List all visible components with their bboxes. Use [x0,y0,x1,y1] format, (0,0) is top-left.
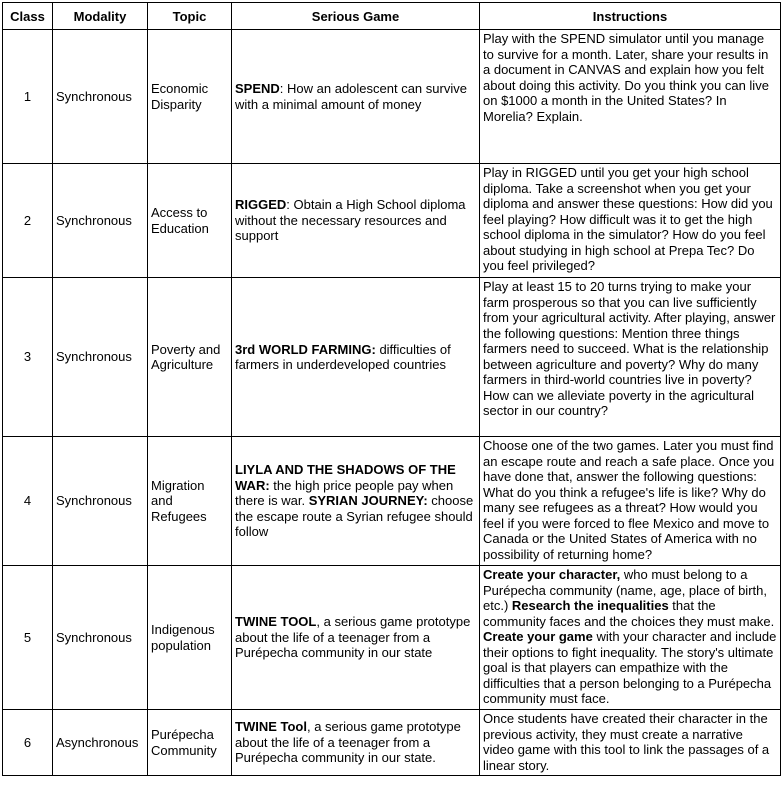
text-segment: who must belong to a Purépecha community (name, age, place of birth, etc.) [483,567,767,613]
header-modality: Modality [53,3,148,30]
topic-cell: Purépecha Community [148,710,232,776]
text-segment: choose the escape route a Syrian refugee should follow [235,493,474,540]
text-segment: Play at least 15 to 20 turns trying to make your farm prosperous so that you can live sufficiently from your agricultural activity. After playing, answer the following questions: Mention three things farmers need to succeed. What is the relationship between agriculture and poverty? Why do many farmers in third-world countries live in poverty? How can we alleviate poverty in the agricultural sector in our country? [483,279,776,418]
topic-cell: Migration and Refugees [148,437,232,566]
class-cell: 1 [3,30,53,164]
instructions-cell [480,437,781,566]
instructions-cell [480,710,781,776]
modality-cell: Synchronous [53,164,148,278]
text-segment: Choose one of the two games. Later you must find an escape route and reach a safe place. Once you have done that, answer the following questions: What do you think a refugee's life is like? Why do many see refugees as a threat? How would you feel if you were forced to flee Mexico and move to Canada or the United States of America with no possibility of returning home? [483,438,775,562]
serious-game-cell [232,30,480,164]
serious-game-cell [232,164,480,278]
text-segment: that the community faces and the choices they must make. [483,598,775,629]
table-row [3,278,781,437]
text-segment: Play in RIGGED until you get your high school diploma. Take a screenshot when you get your diploma and answer these questions: How did you feel playing? How difficult was it to get the high school diploma in the simulator? How do you feel about studying in high school at Prepa Tec? Do you feel privileged? [483,165,773,273]
text-segment: Once students have created their character in the previous activity, they must create a narrative video game with this tool to link the passages of a linear story. [483,711,770,773]
instructions-cell [480,278,781,437]
text-segment: Play with the SPEND simulator until you manage to survive for a month. Later, share your results in a document in CANVAS and explain how you felt about doing this activity. Do you think you can live on $1000 a month in the United States? In Morelia? Explain. [483,31,769,124]
class-cell: 6 [3,710,53,776]
serious-game-cell [232,710,480,776]
table-row [3,30,781,164]
class-cell: 2 [3,164,53,278]
table-row [3,710,781,776]
class-cell: 4 [3,437,53,566]
topic-cell: Poverty and Agriculture [148,278,232,437]
table-row [3,164,781,278]
text-segment: : How an adolescent can survive with a minimal amount of money [235,81,467,112]
bold-text-segment: TWINE TOOL [235,614,317,630]
bold-text-segment: Create your character, [483,567,621,582]
modality-cell: Synchronous [53,566,148,710]
activities-table [2,2,781,776]
header-topic: Topic [148,3,232,30]
modality-cell: Asynchronous [53,710,148,776]
instructions-cell [480,566,781,710]
bold-text-segment: Create your game [483,629,593,644]
topic-cell: Economic Disparity [148,30,232,164]
modality-cell: Synchronous [53,437,148,566]
bold-text-segment: LIYLA AND THE SHADOWS OF THE WAR: [235,462,456,493]
modality-cell: Synchronous [53,278,148,437]
bold-text-segment: Research the inequalities [511,598,669,613]
header-instructions: Instructions [480,3,781,30]
bold-text-segment: SYRIAN JOURNEY: [308,493,428,509]
topic-cell: Access to Education [148,164,232,278]
text-segment: with your character and include their options to fight inequality. The story's ultimate goal is that players can empathize with the difficulties that a person belonging to a Purépecha community must face. [483,629,777,706]
class-cell: 3 [3,278,53,437]
table-row [3,566,781,710]
serious-game-cell [232,566,480,710]
text-segment: difficulties of farmers in underdeveloped countries [235,341,451,372]
bold-text-segment: TWINE Tool [235,719,307,735]
table-row [3,437,781,566]
text-segment: : Obtain a High School diploma without the necessary resources and support [235,197,466,244]
bold-text-segment: SPEND [235,81,280,96]
serious-game-cell [232,437,480,566]
header-class: Class [3,3,53,30]
instructions-cell [480,30,781,164]
text-segment: , a serious game prototype about the life of a teenager from a Purépecha community in our state. [235,719,461,766]
instructions-cell [480,164,781,278]
text-segment: , a serious game prototype about the life of a teenager from a Purépecha community in our state [235,614,471,661]
bold-text-segment: 3rd WORLD FARMING: [235,341,376,357]
topic-cell: Indigenous population [148,566,232,710]
class-cell: 5 [3,566,53,710]
modality-cell: Synchronous [53,30,148,164]
header-serious-game: Serious Game [232,3,480,30]
header-row [3,3,781,30]
bold-text-segment: RIGGED [235,197,287,213]
text-segment: the high price people pay when there is war. [235,477,454,509]
serious-game-cell [232,278,480,437]
